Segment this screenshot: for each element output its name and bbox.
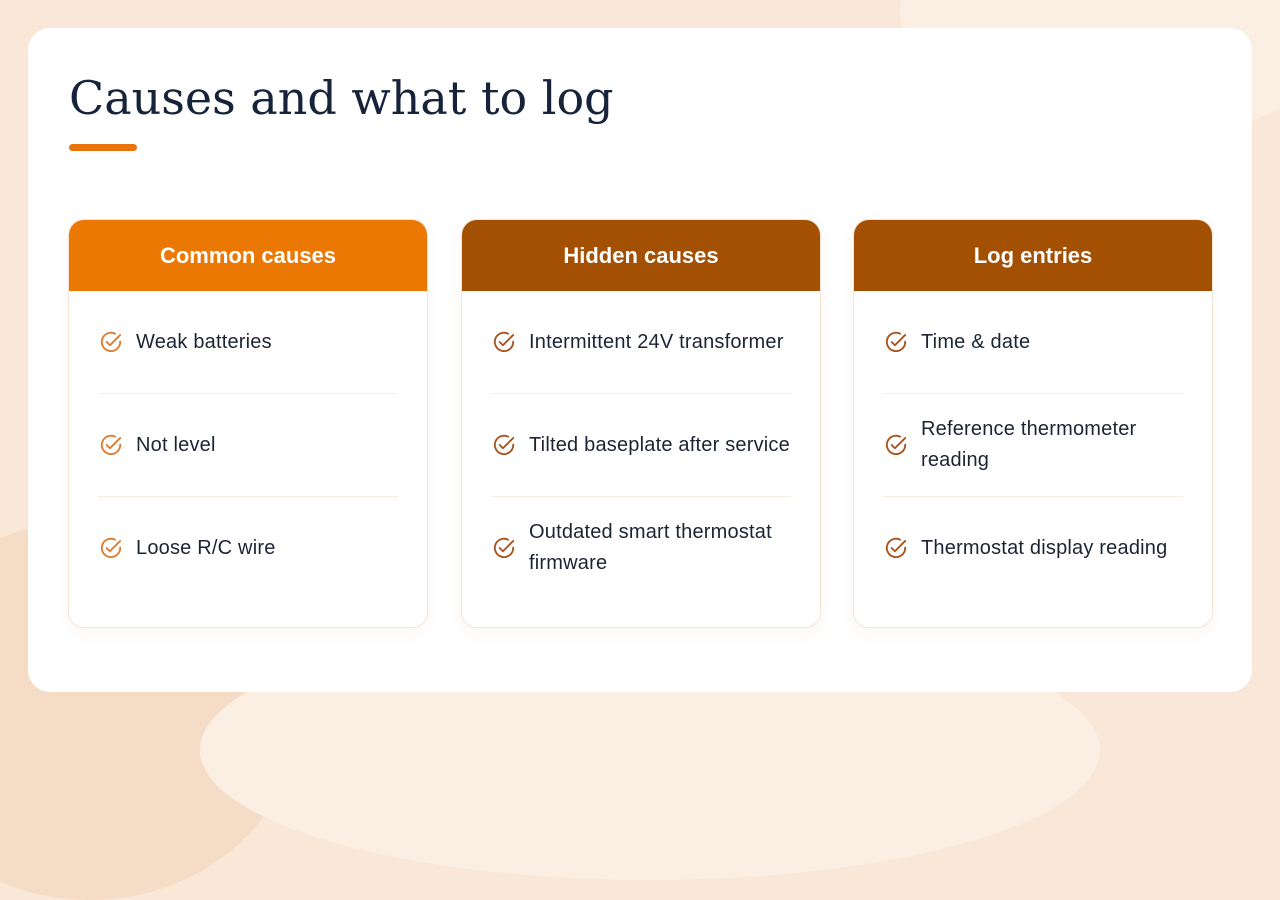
check-circle-icon — [98, 535, 124, 561]
check-circle-icon — [883, 432, 909, 458]
item-list — [69, 291, 427, 599]
list-item — [98, 394, 398, 497]
item-label: Weak batteries — [136, 330, 272, 353]
list-item — [98, 291, 398, 394]
check-circle-icon — [491, 535, 517, 561]
list-item — [491, 497, 791, 599]
item-label: Reference thermometer reading — [921, 418, 1137, 471]
card-header: Common causes — [69, 220, 427, 291]
item-label: Loose R/C wire — [136, 536, 276, 559]
card-common-causes — [68, 219, 428, 628]
check-circle-icon — [98, 432, 124, 458]
list-item — [491, 291, 791, 394]
item-label: Intermittent 24V transformer — [529, 330, 784, 353]
list-item — [883, 497, 1183, 599]
item-label: Tilted baseplate after service — [529, 433, 790, 456]
item-list — [462, 291, 820, 599]
list-item — [883, 291, 1183, 394]
check-circle-icon — [883, 329, 909, 355]
card-header: Log entries — [854, 220, 1212, 291]
card-log-entries — [853, 219, 1213, 628]
list-item — [491, 394, 791, 497]
slide-title: Causes and what to log — [69, 71, 614, 125]
card-header: Hidden causes — [462, 220, 820, 291]
item-label: Thermostat display reading — [921, 536, 1168, 559]
check-circle-icon — [491, 329, 517, 355]
check-circle-icon — [98, 329, 124, 355]
item-label: Time & date — [921, 330, 1031, 353]
list-item — [98, 497, 398, 599]
card-hidden-causes — [461, 219, 821, 628]
item-label: Outdated smart thermostat firmware — [529, 521, 772, 574]
check-circle-icon — [883, 535, 909, 561]
list-item — [883, 394, 1183, 497]
check-circle-icon — [491, 432, 517, 458]
title-underline — [69, 144, 137, 151]
item-list — [854, 291, 1212, 599]
item-label: Not level — [136, 433, 216, 456]
slide-panel — [28, 28, 1252, 692]
